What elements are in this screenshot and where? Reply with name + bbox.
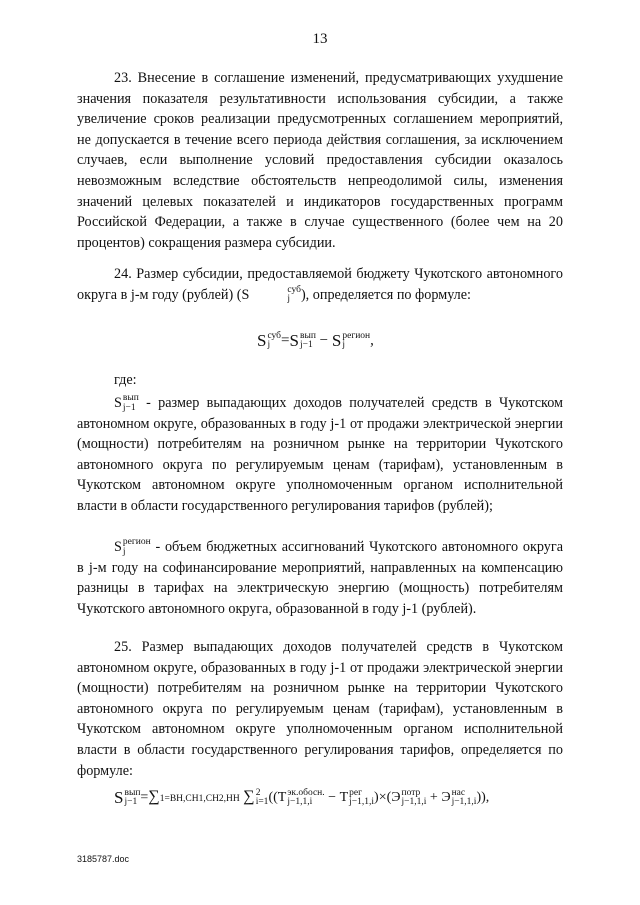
- paragraph-23-text: 23. Внесение в соглашение изменений, предусматривающих ухудшение значения показателя результативности использования субсидии, а также увеличение сроков реализации предусмотренных соглашением мероприятий, не допускается в течение всего периода действия соглашения, за исключением случаев, если выполнение условий предоставления субсидии оказалось невозможным вследствие обстоятельств непреодолимой силы, изменения значений целевых показателей и индикаторов государственных программ Российской Федерации, а также в случае существенного (более чем на 20 процентов) сокращения размера субсидии.: [77, 70, 563, 251]
- paragraph-24-text: [77, 264, 563, 305]
- definition-s-vyp: [77, 393, 563, 517]
- paragraph-24-tail: , определяется по формуле:: [305, 286, 471, 303]
- paragraph-24: [77, 264, 563, 305]
- definition-s-vyp-text: - размер выпадающих доходов получателей средств в Чукотском автономном округе, образованных в году j-1 от продажи электрической энергии (мощности) потребителям на розничном рынке на территории Чукотского автономного округа по регулируемым ценам (тарифам), установленным в Чукотском автономном округе уполномоченным органом исполнительной власти в области государственного регулирования тарифов (рублей);: [77, 395, 564, 514]
- document-footer: 3185787.doc: [77, 854, 130, 864]
- definition-symbol-s-region: S регион j: [114, 537, 151, 557]
- paragraph-25-text: 25. Размер выпадающих доходов получателей средств в Чукотском автономном округе, образованных в году j-1 от продажи электрической энергии (мощности) потребителям на розничном рынке на территории Чукотского автономного округа по регулируемым ценам (тарифам), установленным в Чукотском автономном округе уполномоченным органом исполнительной власти в области государственного регулирования тарифов, определяется по формуле:: [77, 639, 563, 779]
- paragraph-25: [77, 637, 563, 781]
- inline-symbol-s-sub: (S суб j ): [236, 284, 306, 305]
- page-number: 13: [312, 31, 328, 47]
- paragraph-24-intro: 24. Размер субсидии, предоставляемой бюджету Чукотского автономного округа в j-м году (рублей): [77, 266, 563, 303]
- definition-s-region: [77, 537, 563, 619]
- formula-subsidy: S суб j =S вып j−1 − S регион j ,: [257, 330, 374, 350]
- where-label: где:: [114, 372, 137, 388]
- formula-vyp: S вып j−1 =∑1=ВН,СН1,СН2,НН ∑ 2 i=1 ((Т эк.обосн. j−1,1,i − Т рег j−1,1,i )×(Э потр j−1,1,i + Э нас j−1,1,i )),: [114, 787, 490, 807]
- definition-s-region-text: - объем бюджетных ассигнований Чукотского автономного округа в j-м году на софинансирование мероприятий, направленных на компенсацию разницы в тарифах на электрическую энергию (мощность) потребителям Чукотского автономного округа, образованной в году j-1 (рублей).: [77, 539, 563, 617]
- definition-symbol-s-vyp: S вып j−1: [114, 393, 139, 413]
- paragraph-23: [77, 68, 563, 253]
